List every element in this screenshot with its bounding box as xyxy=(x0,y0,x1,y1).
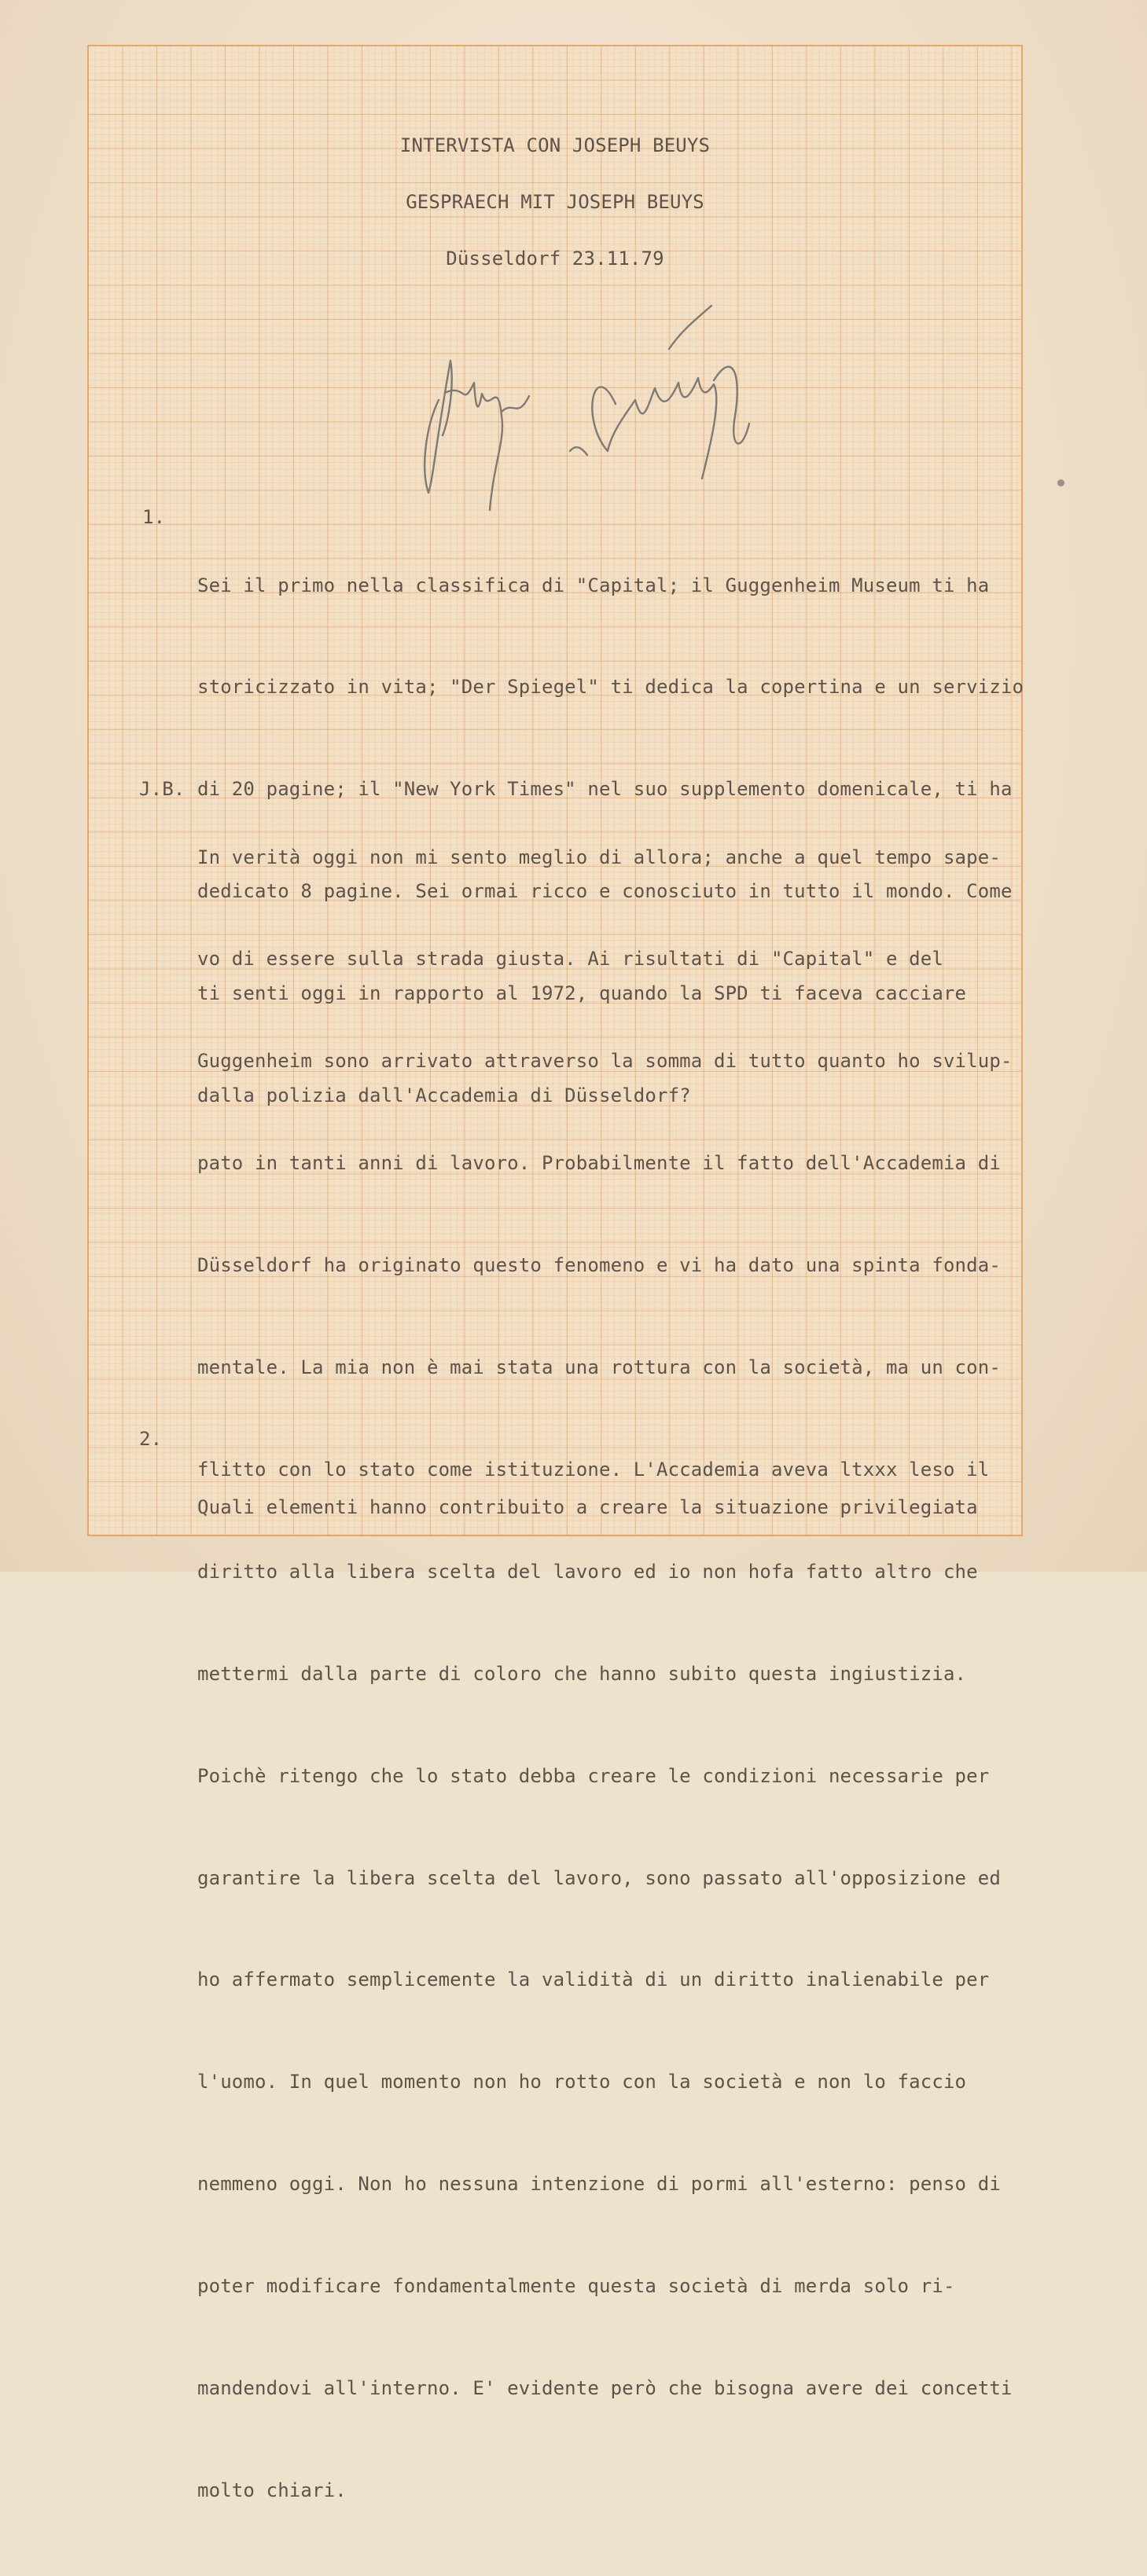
answer-line: l'uomo. In quel momento non ho rotto con la società e non lo faccio xyxy=(197,2071,967,2093)
answer-line: Poichè ritengo che lo stato debba creare le condizioni necessarie per xyxy=(197,1764,990,1787)
title-italian: INTERVISTA CON JOSEPH BEUYS xyxy=(399,134,711,156)
answer-line: molto chiari. xyxy=(197,2479,347,2501)
question-2-marker: 2. xyxy=(139,1428,163,1450)
answer-line: mettermi dalla parte di coloro che hanno subito questa ingiustizia. xyxy=(197,1662,967,1685)
answer-line: Guggenheim sono arrivato attraverso la somma di tutto quanto ho svilup- xyxy=(197,1050,1013,1073)
answer-line: flitto con lo stato come istituzione. L'Accademia aveva ltxxx leso il xyxy=(197,1458,990,1481)
question-1-line: dalla polizia dall'Accademia di Düsseldorf? xyxy=(197,1084,691,1107)
answer-line: In verità oggi non mi sento meglio di allora; anche a quel tempo sape- xyxy=(197,846,1001,868)
answer-line: pato in tanti anni di lavoro. Probabilmente il fatto dell'Accademia di xyxy=(197,1152,1001,1175)
question-1-line: Sei il primo nella classifica di "Capital; il Guggenheim Museum ti ha xyxy=(197,574,990,596)
question-1-line: storicizzato in vita; "Der Spiegel" ti dedica la copertina e un servizio xyxy=(197,676,1024,699)
answer-line: mentale. La mia non è mai stata una rottura con la società, ma un con- xyxy=(197,1356,1001,1379)
question-1-line: di 20 pagine; il "New York Times" nel suo supplemento domenicale, ti ha xyxy=(197,778,1013,801)
question-2-line: Quali elementi hanno contribuito a creare la situazione privilegiata xyxy=(197,1495,978,1518)
answer-line: ho affermato semplicemente la validità di un diritto inalienabile per xyxy=(197,1969,990,1991)
graph-paper-sheet xyxy=(87,45,1024,2501)
question-1-marker: 1. xyxy=(142,506,166,528)
answer-line: vo di essere sulla strada giusta. Ai risultati di "Capital" e del xyxy=(197,948,943,971)
question-1-line: ti senti oggi in rapporto al 1972, quando la SPD ti faceva cacciare xyxy=(197,982,967,1005)
answer-jb-marker: J.B. xyxy=(139,778,186,800)
paper-speck xyxy=(1057,479,1064,486)
answer-line: Düsseldorf ha originato questo fenomeno e vi ha dato una spinta fonda- xyxy=(197,1254,1001,1277)
answer-line: nemmeno oggi. Non ho nessuna intenzione di pormi all'esterno: penso di xyxy=(197,2173,1001,2196)
answer-jb-text xyxy=(197,772,1015,2576)
answer-line: diritto alla libera scelta del lavoro ed io non hofa fatto altro che xyxy=(197,1560,978,1583)
answer-line: garantire la libera scelta del lavoro, sono passato all'opposizione ed xyxy=(197,1866,1001,1889)
answer-line: poter modificare fondamentalmente questa società di merda solo ri- xyxy=(197,2275,955,2298)
question-1-line: dedicato 8 pagine. Sei ormai ricco e conosciuto in tutto il mondo. Come xyxy=(197,880,1013,903)
place-date: Düsseldorf 23.11.79 xyxy=(446,248,664,270)
handwritten-signature xyxy=(419,282,812,526)
title-german: GESPRAECH MIT JOSEPH BEUYS xyxy=(406,191,704,213)
question-2-text xyxy=(197,1422,1015,1592)
answer-line: mandendovi all'interno. E' evidente però che bisogna avere dei concetti xyxy=(197,2376,1013,2399)
